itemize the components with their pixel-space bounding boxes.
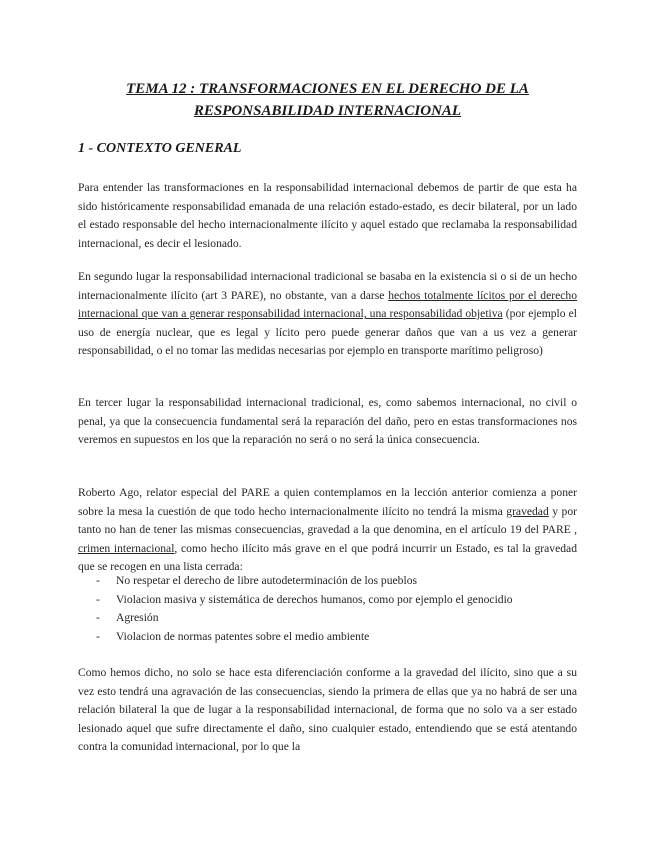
list-item (78, 591, 577, 610)
paragraph-4-underlined-crimen: crimen internacional (78, 541, 175, 555)
list-item-text: Violacion masiva y sistemática de derechos humanos, como por ejemplo el genocidio (116, 592, 513, 606)
paragraph-4-text-c: y por tanto no han de tener las mismas consecuencias, gravedad a la que denomina, en el artículo 19 del PARE , (78, 504, 577, 537)
paragraph-2-text-c: (por ejemplo el uso de energía nuclear, que es legal y lícito pero puede generar daños que van a us vez a generar responsabilidad, o el no tomar las medidas necesarias por ejemplo en transporte marítimo peligroso) (78, 307, 577, 358)
paragraph-4-text-a: Roberto Ago, relator especial del PARE a quien contemplamos en la lección anterior comienza a poner sobre la mesa la cuestión de que todo hecho internacionalmente ilícito no tendrá la misma (78, 486, 577, 518)
paragraph-4-text-e: , como hecho ilícito más grave en el que podrá incurrir un Estado, es tal la gravedad que se recogen en una lista cerrada: (78, 541, 577, 574)
paragraph-5: Como hemos dicho, no solo se hace esta diferenciación conforme a la gravedad del ilícito, sino que a su vez esto tendrá una agravación de las consecuencias, siendo la primera de ellas que ya no habrá de ser una relación bilateral la que de lugar a la responsabilidad internacional, de forma que no solo va a ser estado lesionado aquel que sufre directamente el daño, sino cualquier estado, entendiendo que se está atentando contra la comunidad internacional, por lo que la (78, 666, 577, 754)
paragraph-2-underlined: hechos totalmente lícitos por el derecho internacional que van a generar responsabilidad internacional, una responsabilidad objetiva (78, 288, 577, 321)
document-title (78, 78, 577, 122)
section-heading: 1 - CONTEXTO GENERAL (78, 141, 242, 156)
list-marker: - (96, 592, 100, 606)
list-marker: - (96, 574, 100, 587)
paragraph-2-text-a: En segundo lugar la responsabilidad internacional tradicional se basaba en la existencia si o si de un hecho internacionalmente ilícito (art 3 PARE), no obstante, van a darse (78, 270, 577, 302)
paragraph-4-underlined-gravedad: gravedad (506, 504, 549, 518)
paragraph-3: En tercer lugar la responsabilidad internacional tradicional, es, como sabemos internacional, no civil o penal, ya que la consecuencia fundamental será la reparación del daño, pero en estas transformaciones nos veremos en supuestos en los que la reparación no será o no será la única consecuencia. (78, 396, 577, 447)
list-item (78, 609, 577, 628)
paragraph-1: Para entender las transformaciones en la responsabilidad internacional debemos de partir de que esta ha sido históricamente responsabilidad emanada de una relación estado-estado, es decir bilateral, por un lado el estado responsable del hecho internacionalmente ilícito y aquel estado que reclamaba la responsabilidad internacional, es decir el lesionado. (78, 181, 577, 250)
title-line-2: RESPONSABILIDAD INTERNACIONAL (193, 103, 462, 119)
list-item-text: No respetar el derecho de libre autodeterminación de los pueblos (116, 574, 418, 587)
list-item-text: Violacion de normas patentes sobre el medio ambiente (116, 629, 370, 643)
paragraph-2 (78, 268, 577, 361)
list-item (78, 628, 577, 647)
list-marker: - (96, 611, 100, 625)
title-line-1: TEMA 12 : TRANSFORMACIONES EN EL DERECHO DE LA (126, 81, 529, 97)
list-item-text: Agresión (116, 611, 159, 625)
list-marker: - (96, 629, 100, 643)
crimes-list (78, 572, 577, 646)
paragraph-4 (78, 484, 577, 577)
list-item (78, 572, 577, 591)
